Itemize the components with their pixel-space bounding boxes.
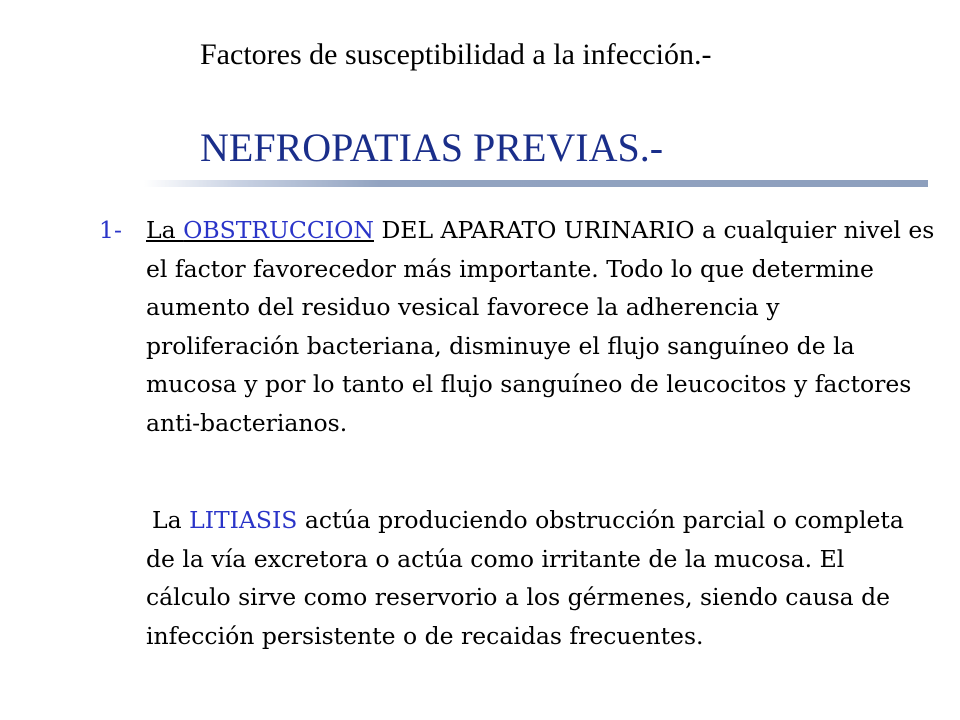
paragraph-text-line1: DEL APARATO URINARIO a (373, 216, 716, 244)
lead-text: La (146, 216, 184, 244)
paragraph-text: cualquier nivel es el factor favorecedor más importante. Todo lo que determine aumento del residuo vesical favorece la adherencia y proliferación bacteriana, disminuye el flujo sanguíneo de la mucosa y por lo tanto el flujo sanguíneo de leucocitos y factores anti-bacterianos. (146, 216, 935, 437)
lead-text: La (152, 506, 190, 534)
slide-subtitle: Factores de susceptibilidad a la infección.- (200, 38, 712, 71)
keyword-obstruccion: OBSTRUCCION (183, 216, 374, 244)
underlined-lead (146, 216, 374, 244)
keyword-litiasis: LITIASIS (189, 506, 298, 534)
paragraph-litiasis (146, 501, 936, 655)
title-divider (144, 180, 928, 187)
slide-title: NEFROPATIAS PREVIAS.- (200, 125, 664, 170)
list-number: 1- (99, 216, 122, 244)
paragraph-text: actúa produciendo obstrucción parcial o completa de la vía excretora o actúa como irritante de la mucosa. El cálculo sirve como reservorio a los gérmenes, siendo causa de infección persistente o de recaidas frecuentes. (146, 506, 904, 650)
paragraph-obstruccion (99, 211, 936, 442)
